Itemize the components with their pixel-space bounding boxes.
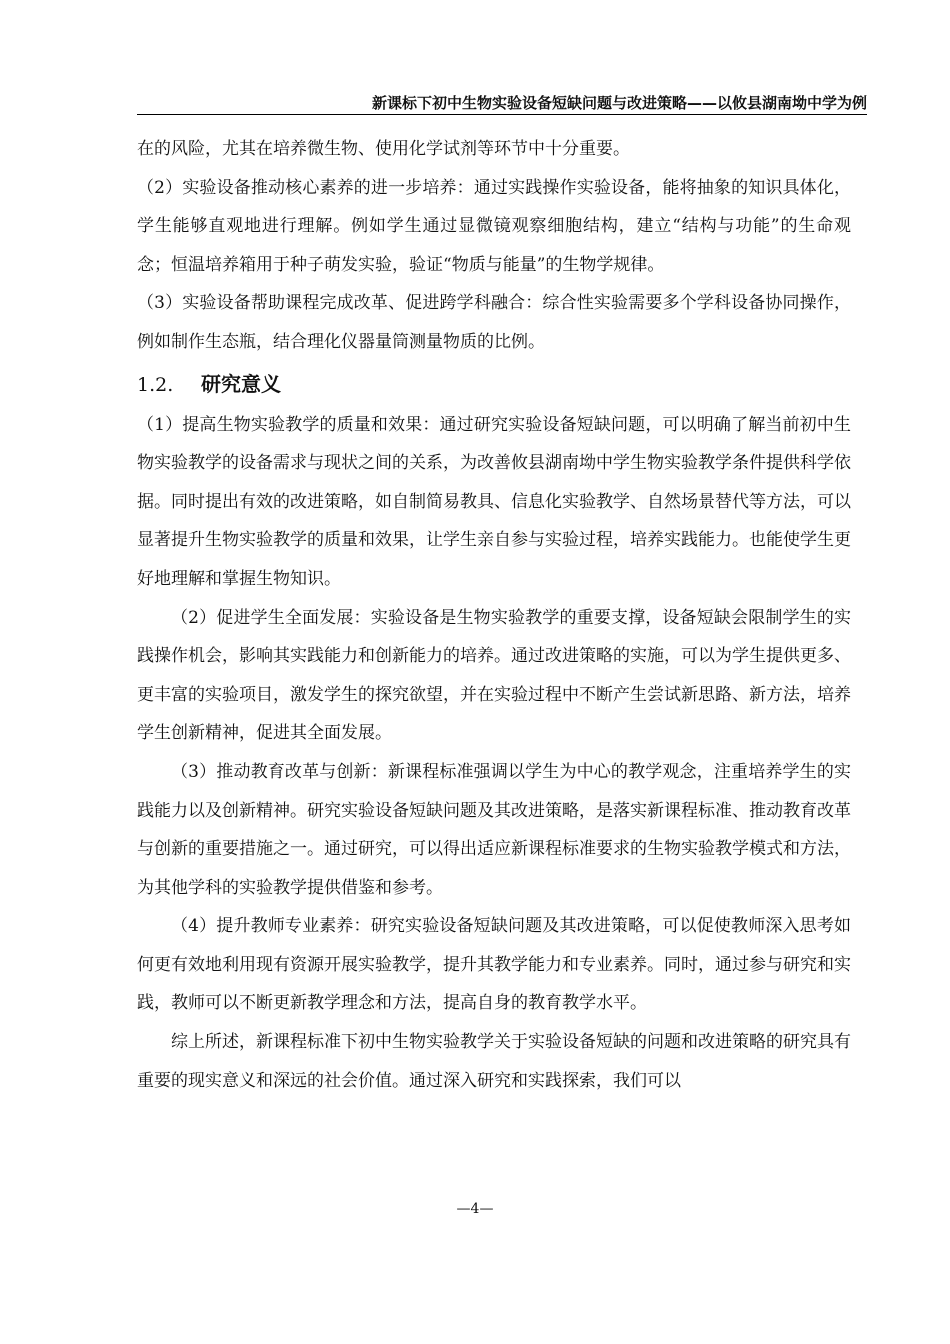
- header-rule: [137, 114, 867, 115]
- section-number: 1.2.: [137, 373, 174, 396]
- paragraph-curriculum-reform: （3）实验设备帮助课程完成改革、促进跨学科融合：综合性实验需要多个学科设备协同操作，例如制作生态瓶，结合理化仪器量筒测量物质的比例。: [137, 293, 851, 352]
- running-header: 新课标下初中生物实验设备短缺问题与改进策略——以攸县湖南坳中学为例: [371, 94, 867, 112]
- paragraph-continuation: 在的风险，尤其在培养微生物、使用化学试剂等环节中十分重要。: [137, 139, 630, 159]
- paragraph-core-literacy: （2）实验设备推动核心素养的进一步培养：通过实践操作实验设备，能将抽象的知识具体化，学生能够直观地进行理解。例如学生通过显微镜观察细胞结构，建立“结构与功能”的生命观念；恒温培养箱用于种子萌发实验，验证“物质与能量”的生物学规律。: [137, 177, 851, 275]
- paragraph-student-development: （2）促进学生全面发展：实验设备是生物实验教学的重要支撑，设备短缺会限制学生的实践操作机会，影响其实践能力和创新能力的培养。通过改进策略的实施，可以为学生提供更多、更丰富的实验项目，激发学生的探究欲望，并在实验过程中不断产生尝试新思路、新方法，培养学生创新精神，促进其全面发展。: [137, 607, 851, 744]
- paragraph-summary: 综上所述，新课程标准下初中生物实验教学关于实验设备短缺的问题和改进策略的研究具有重要的现实意义和深远的社会价值。通过深入研究和实践探索，我们可以: [137, 1032, 851, 1091]
- page-number: —4—: [456, 1201, 494, 1217]
- section-title: 研究意义: [201, 371, 281, 396]
- paragraph-teacher-literacy: （4）提升教师专业素养：研究实验设备短缺问题及其改进策略，可以促使教师深入思考如何更有效地利用现有资源开展实验教学，提升其教学能力和专业素养。同时，通过参与研究和实践，教师可以不断更新教学理念和方法，提高自身的教育教学水平。: [137, 916, 851, 1014]
- paragraph-education-reform: （3）推动教育改革与创新：新课程标准强调以学生为中心的教学观念，注重培养学生的实践能力以及创新精神。研究实验设备短缺问题及其改进策略，是落实新课程标准、推动教育改革与创新的重要措施之一。通过研究，可以得出适应新课程标准要求的生物实验教学模式和方法，为其他学科的实验教学提供借鉴和参考。: [137, 761, 851, 898]
- paragraph-teaching-quality: （1）提高生物实验教学的质量和效果：通过研究实验设备短缺问题，可以明确了解当前初中生物实验教学的设备需求与现状之间的关系，为改善攸县湖南坳中学生物实验教学条件提供科学依据。同时提出有效的改进策略，如自制简易教具、信息化实验教学、自然场景替代等方法，可以显著提升生物实验教学的质量和效果，让学生亲自参与实验过程，培养实践能力。也能使学生更好地理解和掌握生物知识。: [137, 414, 851, 589]
- section-heading: [137, 362, 851, 406]
- document-body: [137, 130, 851, 1100]
